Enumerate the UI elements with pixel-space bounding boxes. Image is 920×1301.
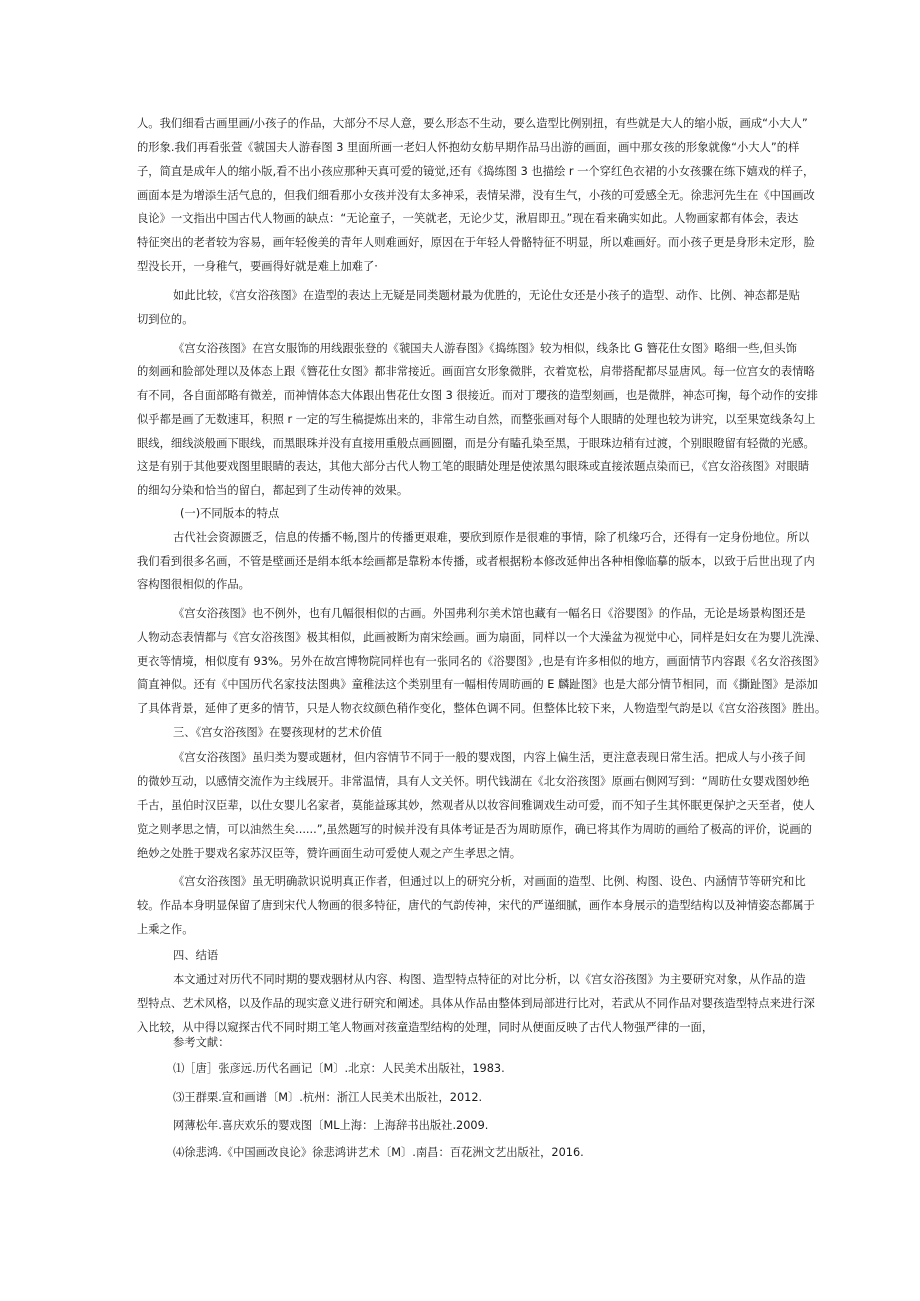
text-line: 的微妙互动，以感情交流作为主线展开。非常温情，具有人文关怀。明代钱湖在《北女浴孩图》原画右侧网写到：“周昉仕女婴戏图妙绝 — [137, 775, 810, 788]
text-line: 有不同，各自面部略有微差，而神情体态大体跟出售花仕女图 3 很接近。而对丁瓔孩的造型刻画，也是微胖，神态可掬，每个动作的安排 — [137, 389, 818, 402]
text-line: 这是有别于其他要戏图里眼睛的表达，其他大部分古代人物工笔的眼睛处理是使浓黑勾眼珠或直接浓题点染而已，《宫女浴孩图》对眼睛 — [137, 460, 810, 473]
text-line: 切到位的。 — [137, 313, 194, 326]
text-line: 如此比较，《宫女浴孩图》在造型的表达上无疑是同类题材最为优胜的，无论仕女还是小孩子的造型、动作、比例、神态都是贴 — [173, 289, 800, 302]
text-line: 本文通过对历代不同时期的婴戏骃材从内容、构图、造型特点特征的对比分析，以《宫女浴孩图》为主要研究对象，从作品的造 — [173, 973, 806, 986]
text-line: 的细勾分染和恰当的留白，都起到了生动传神的效果。 — [137, 484, 409, 497]
references-heading: 参考文献： — [173, 1036, 230, 1049]
text-line: 的形象.我们再看张萱《虢国夫人游春图 3 里面所画一老妇人怀抱幼女舫早期作品马出游的画面，画中那女孩的形象就像“小大人”的样 — [137, 141, 800, 154]
text-line: 绝妙之处胜于婴戏名家苏汉臣等，赞许画面生动可爱使人观之产生孝思之情。 — [137, 847, 522, 860]
text-line: 眼线，细线淡般画下眼线，而黑眼珠并没有直接用重般点画圆圈，而是分有瞌孔染至黑，于眼珠边稍有过渡，个别眼瞪留有轻微的光感。 — [137, 437, 815, 450]
reference-item: 网薄松年.喜庆欢乐的婴戏图〔ML上海：上海辞书出版社.2009. — [173, 1119, 489, 1132]
text-line: 《宫女浴孩图》在宫女服饰的用线跟张登的《虢国夫人游春图》《捣练图》较为相似，线条比 G 簪花仕女图》略细一些,但头饰 — [173, 342, 797, 355]
text-line: 览之则孝思之情，可以油然生矣......”,虽然题写的时候并没有具体考证是否为周昉原作，确已将其作为周昉的画给了极高的评价，说画的 — [137, 823, 812, 836]
reference-item: ⑶王群栗.宣和画谱〔M〕.杭州：浙江人民美术出版社，2012. — [173, 1091, 483, 1104]
section-heading: 三、《宫女浴孩图》在婴孩现材的艺术价值 — [173, 726, 382, 739]
section-heading: (一)不同版本的特点 — [180, 507, 280, 520]
text-line: 的刻画和脸部处理以及体态上跟《簪花仕女图》都非常接近。画面宫女形象微胖，衣着宽松，肩带搭配都尽显唐风。每一位宫女的表情略 — [137, 365, 815, 378]
text-line: 人物动态表情都与《宫女浴孩图》极其相似，此画被断为南宋绘画。画为扇面，同样以一个大澡盆为视觉中心，同样是妇女在为婴儿洗澡、 — [137, 631, 827, 644]
text-line: 了具体背景，延伸了更多的情节，只是人物衣纹颜色稍作变化，整体色调不同。但整体比较下来，人物造型气韵是以《宫女浴孩图》胜出。 — [137, 702, 827, 715]
text-line: 《宫女浴孩图》也不例外，也有几幅很相似的古画。外国弗利尔美术馆也藏有一幅名日《浴婴图》的作品，无论是场景构图还是 — [173, 607, 806, 620]
text-line: 良论》一文指出中国古代人物画的缺点：“无论童子，一笑就老，无论少艾，湫眉即丑。”现在看来确实如此。人物画家都有体会，表达 — [137, 212, 799, 225]
text-line: 型没长开，一身稚气，要画得好就是难上加难了· — [137, 260, 378, 273]
text-line: 我们看到很多名画，不管是壁画还是绢本纸本绘画都是靠粉本传播，或者根据粉本修改延伸出各种相像临摹的版本，以致于后世出现了内 — [137, 555, 815, 568]
text-line: 千古，虽伯时汉臣辈，以仕女婴儿名家者，莫能益琢其妙，然观者从以妆容间雅调戏生动可爱，而不知子生其怀眠更保护之天至者，使人 — [137, 799, 815, 812]
text-line: 较。作品本身明显保留了唐到宋代人物画的很多特征，唐代的气韵传神，宋代的严谨细腻，画作本身展示的造型结构以及神情姿态都属于 — [137, 899, 815, 912]
text-line: 容构图很相似的作品。 — [137, 578, 250, 591]
reference-item: ⑷徐悲鸿.《中国画改良论》徐悲鸿讲艺术〔M〕.南昌：百花洲文艺出版社，2016. — [173, 1146, 584, 1159]
text-line: 型特点、艺术风格，以及作品的现实意义进行研究和阐述。具体从作品由整体到局部进行比对，若武从不同作品对婴孩造型特点来进行深 — [137, 997, 815, 1010]
text-line: 《宫女浴孩图》虽归类为婴或题材，但内容情节不同于一般的婴戏图，内容上偏生活，更注意表现日常生活。把成人与小孩子间 — [173, 751, 806, 764]
text-line: 简直神似。还有《中国历代名家技法图典》童稚法这个类别里有一幅相传周昉画的 E 麟趾图》也是大部分情节相同，而《撕趾图》是添加 — [137, 678, 818, 691]
reference-item: ⑴［唐］张彦远.历代名画记〔M〕.北京：人民美术出版社，1983. — [173, 1062, 505, 1075]
text-line: 更衣等情境，相似度有 93%。另外在故宫博物院同样也有一张同名的《浴婴图》,也是有许多相似的地方，画面情节内容跟《名女浴孩图》 — [137, 655, 825, 668]
section-heading: 四、结语 — [173, 949, 219, 962]
text-line: 画面本是为增添生活气息的，但我们细看那小女孩并没有太多神采，表情呆滞，没有生气，小孩的可爱感全无。徐悲河先生在《中国画改 — [137, 189, 815, 202]
text-line: 《宫女浴孩图》虽无明确款识说明真正作者，但通过以上的研究分析，对画面的造型、比例、构图、设色、内涵情节等研究和比 — [173, 875, 806, 888]
text-line: 人。我们细看古画里画/小孩子的作品，大部分不尽人意，要么形态不生动，要么造型比例别扭，有些就是大人的缩小版，画成“小大人” — [137, 117, 808, 130]
text-line: 古代社会资源匮乏，信息的传播不畅,图片的传播更艰难，要欣到原作是很难的事情，除了机缘巧合，还得有一定身份地位。所以 — [173, 531, 810, 544]
text-line: 入比较，从中得以窥探古代不同时期工笔人物画对孩童造型结构的处理，同时从便面反映了古代人物强严律的一面， — [137, 1021, 714, 1034]
text-line: 上乘之作。 — [137, 923, 194, 936]
text-line: 似乎都是画了无数速耳，积照 r 一定的写生稿提炼出来的，非常生动自然，而整张画对每个人眼睛的处理也较为讲究，以至果宽线条勾上 — [137, 413, 816, 426]
text-line: 子，简直是成年人的缩小版,看不出小孩应那种天真可爱的镜觉,还有《捣练图 3 也描绘 r 一个穿红色衣裙的小女孩骤在练下嬉戏的样子， — [137, 165, 815, 178]
text-line: 特征突出的老者较为容易，画年轻俊美的青年人则难画好，原因在于年轻人骨骼特征不明显，所以难画好。而小孩子更是身形未定形，脸 — [137, 236, 815, 249]
